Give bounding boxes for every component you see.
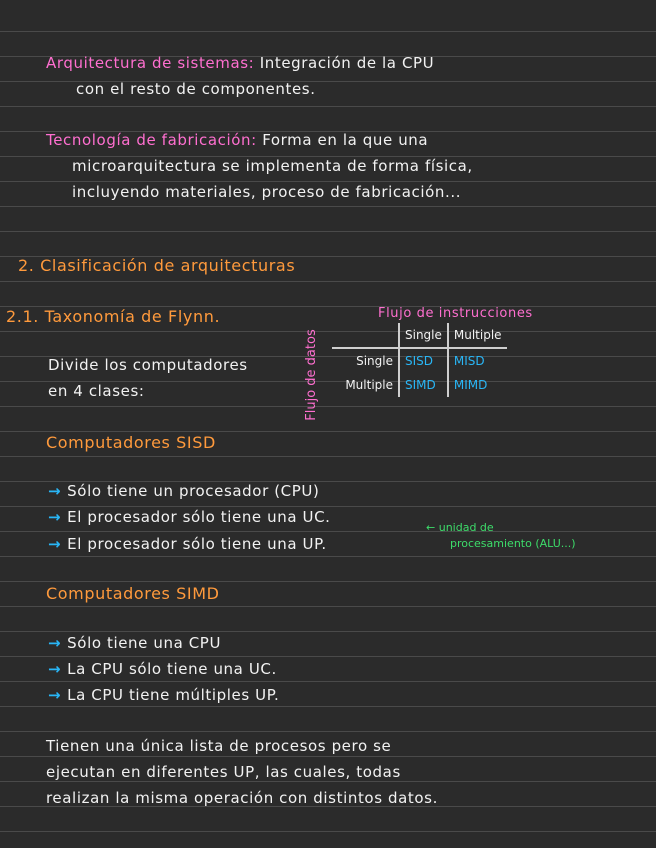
flynn-col-single: Single <box>399 323 448 348</box>
arrow-right-icon: → <box>48 535 62 553</box>
flynn-row-multiple <box>332 373 507 397</box>
flynn-cell-misd: MISD <box>448 348 507 373</box>
def2-line3: incluyendo materiales, proceso de fabricación... <box>72 183 462 201</box>
flynn-intro-line2: en 4 clases: <box>48 382 145 400</box>
simd-item-3 <box>48 686 279 704</box>
sisd-note-line2: procesamiento (ALU...) <box>450 537 576 550</box>
def2-term: Tecnología de fabricación: <box>46 131 257 149</box>
arrow-right-icon: → <box>48 508 62 526</box>
def2-line1 <box>46 131 428 149</box>
flynn-row-header-wrap <box>298 329 326 421</box>
sisd-note-line1 <box>426 521 494 534</box>
sisd-item-1-text: Sólo tiene un procesador (CPU) <box>67 482 320 500</box>
arrow-right-icon: → <box>48 686 62 704</box>
simd-item-3-text: La CPU tiene múltiples UP. <box>67 686 280 704</box>
flynn-cell-mimd: MIMD <box>448 373 507 397</box>
closing-line2: ejecutan en diferentes UP, las cuales, todas <box>46 763 401 781</box>
sisd-item-1 <box>48 482 319 500</box>
flynn-col-multiple: Multiple <box>448 323 507 348</box>
sisd-heading: Computadores SISD <box>46 433 216 452</box>
section-2-heading: 2. Clasificación de arquitecturas <box>18 256 296 275</box>
arrow-left-icon: ← <box>426 521 439 534</box>
flynn-table <box>332 323 507 397</box>
def2-line2: microarquitectura se implementa de forma física, <box>72 157 473 175</box>
flynn-row-label-multiple: Multiple <box>345 378 393 392</box>
sisd-item-3 <box>48 535 327 553</box>
flynn-row-single <box>332 348 507 373</box>
def2-text1: Forma en la que una <box>262 131 429 149</box>
closing-line3: realizan la misma operación con distintos datos. <box>46 789 438 807</box>
flynn-col-header: Flujo de instrucciones <box>378 306 533 321</box>
simd-item-1-text: Sólo tiene una CPU <box>67 634 222 652</box>
flynn-intro-line1: Divide los computadores <box>48 356 248 374</box>
def1-term: Arquitectura de sistemas: <box>46 54 255 72</box>
flynn-row-label-single: Single <box>332 348 399 373</box>
def1-line1 <box>46 54 434 72</box>
flynn-row-header: Flujo de datos <box>304 329 319 421</box>
closing-line1: Tienen una única lista de procesos pero se <box>46 737 392 755</box>
arrow-right-icon: → <box>48 634 62 652</box>
flynn-header-row <box>332 323 507 348</box>
simd-item-2-text: La CPU sólo tiene una UC. <box>67 660 277 678</box>
def1-line2: con el resto de componentes. <box>76 80 316 98</box>
flynn-corner <box>332 323 399 348</box>
def1-text1: Integración de la CPU <box>259 54 435 72</box>
simd-item-1 <box>48 634 221 652</box>
arrow-right-icon: → <box>48 660 62 678</box>
sisd-item-2 <box>48 508 331 526</box>
flynn-cell-simd: SIMD <box>399 373 448 397</box>
section-2-1-heading: 2.1. Taxonomía de Flynn. <box>6 307 221 326</box>
simd-item-2 <box>48 660 277 678</box>
sisd-item-3-text: El procesador sólo tiene una UP. <box>67 535 327 553</box>
sisd-item-2-text: El procesador sólo tiene una UC. <box>67 508 331 526</box>
sisd-note-text1: unidad de <box>438 521 494 534</box>
flynn-cell-sisd: SISD <box>399 348 448 373</box>
simd-heading: Computadores SIMD <box>46 584 220 603</box>
arrow-right-icon: → <box>48 482 62 500</box>
